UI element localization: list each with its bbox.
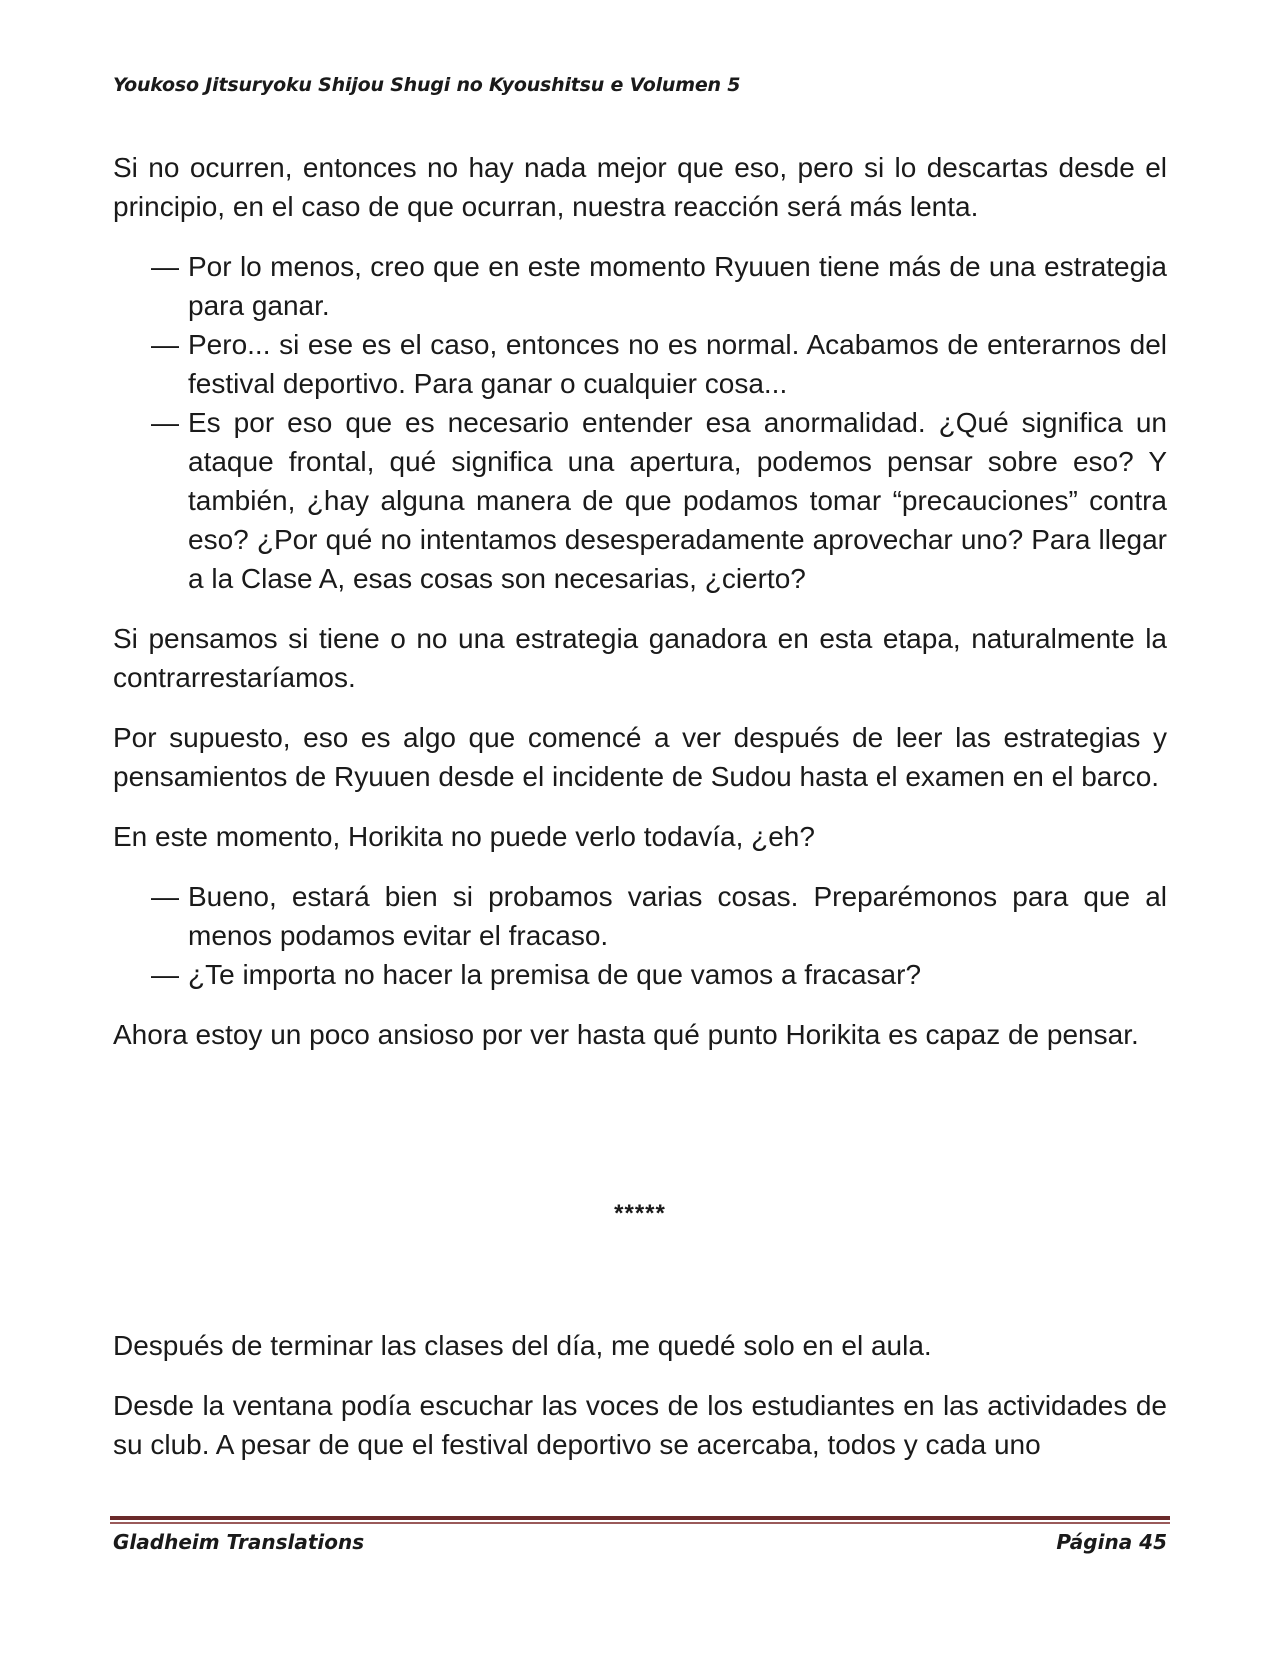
footer-rule	[110, 1516, 1170, 1526]
paragraph-7: Desde la ventana podía escuchar las voces de los estudiantes en las actividades de su club. A pesar de que el festival deportivo se acercaba, todos y cada uno	[113, 1390, 1167, 1460]
paragraph-4: En este momento, Horikita no puede verlo todavía, ¿eh?	[113, 821, 815, 852]
footer-rule-thick	[110, 1516, 1170, 1520]
running-header: Youkoso Jitsuryoku Shijou Shugi no Kyoushitsu e Volumen 5	[113, 74, 741, 96]
em-dash: —	[151, 959, 179, 990]
em-dash: —	[151, 329, 179, 360]
dialog-block-2	[113, 877, 1167, 994]
scene-separator: *****	[614, 1200, 666, 1227]
dialog-line: — Por lo menos, creo que en este momento Ryuuen tiene más de una estrategia para ganar.	[113, 247, 1167, 325]
dialog-line: — Bueno, estará bien si probamos varias cosas. Preparémonos para que al menos podamos evitar el fracaso.	[113, 877, 1167, 955]
dialog-line: — ¿Te importa no hacer la premisa de que vamos a fracasar?	[113, 955, 1167, 994]
paragraph-3: Por supuesto, eso es algo que comencé a ver después de leer las estrategias y pensamientos de Ryuuen desde el incidente de Sudou hasta el examen en el barco.	[113, 722, 1167, 792]
em-dash: —	[151, 251, 179, 282]
dialog-line: — Es por eso que es necesario entender esa anormalidad. ¿Qué significa un ataque frontal, qué significa una apertura, podemos pensar sobre eso? Y también, ¿hay alguna manera de que podamos tomar “precauciones” contra eso? ¿Por qué no intentamos desesperadamente aprovechar uno? Para llegar a la Clase A, esas cosas son necesarias, ¿cierto?	[113, 403, 1167, 598]
dialog-block-1	[113, 247, 1167, 598]
page-body-continued	[113, 1326, 1167, 1485]
page-number: Página 45	[1056, 1530, 1167, 1554]
footer-rule-thin	[110, 1522, 1170, 1524]
em-dash: —	[151, 881, 179, 912]
paragraph-1: Si no ocurren, entonces no hay nada mejor que eso, pero si lo descartas desde el principio, en el caso de que ocurran, nuestra reacción será más lenta.	[113, 152, 1167, 222]
dialog-line: — Pero... si ese es el caso, entonces no es normal. Acabamos de enterarnos del festival deportivo. Para ganar o cualquier cosa...	[113, 325, 1167, 403]
paragraph-5: Ahora estoy un poco ansioso por ver hasta qué punto Horikita es capaz de pensar.	[113, 1019, 1139, 1050]
paragraph-2: Si pensamos si tiene o no una estrategia ganadora en esta etapa, naturalmente la contrarrestaríamos.	[113, 623, 1167, 693]
paragraph-6: Después de terminar las clases del día, me quedé solo en el aula.	[113, 1330, 932, 1361]
footer-credit: Gladheim Translations	[113, 1530, 365, 1554]
em-dash: —	[151, 407, 179, 438]
page-body	[113, 148, 1167, 1075]
